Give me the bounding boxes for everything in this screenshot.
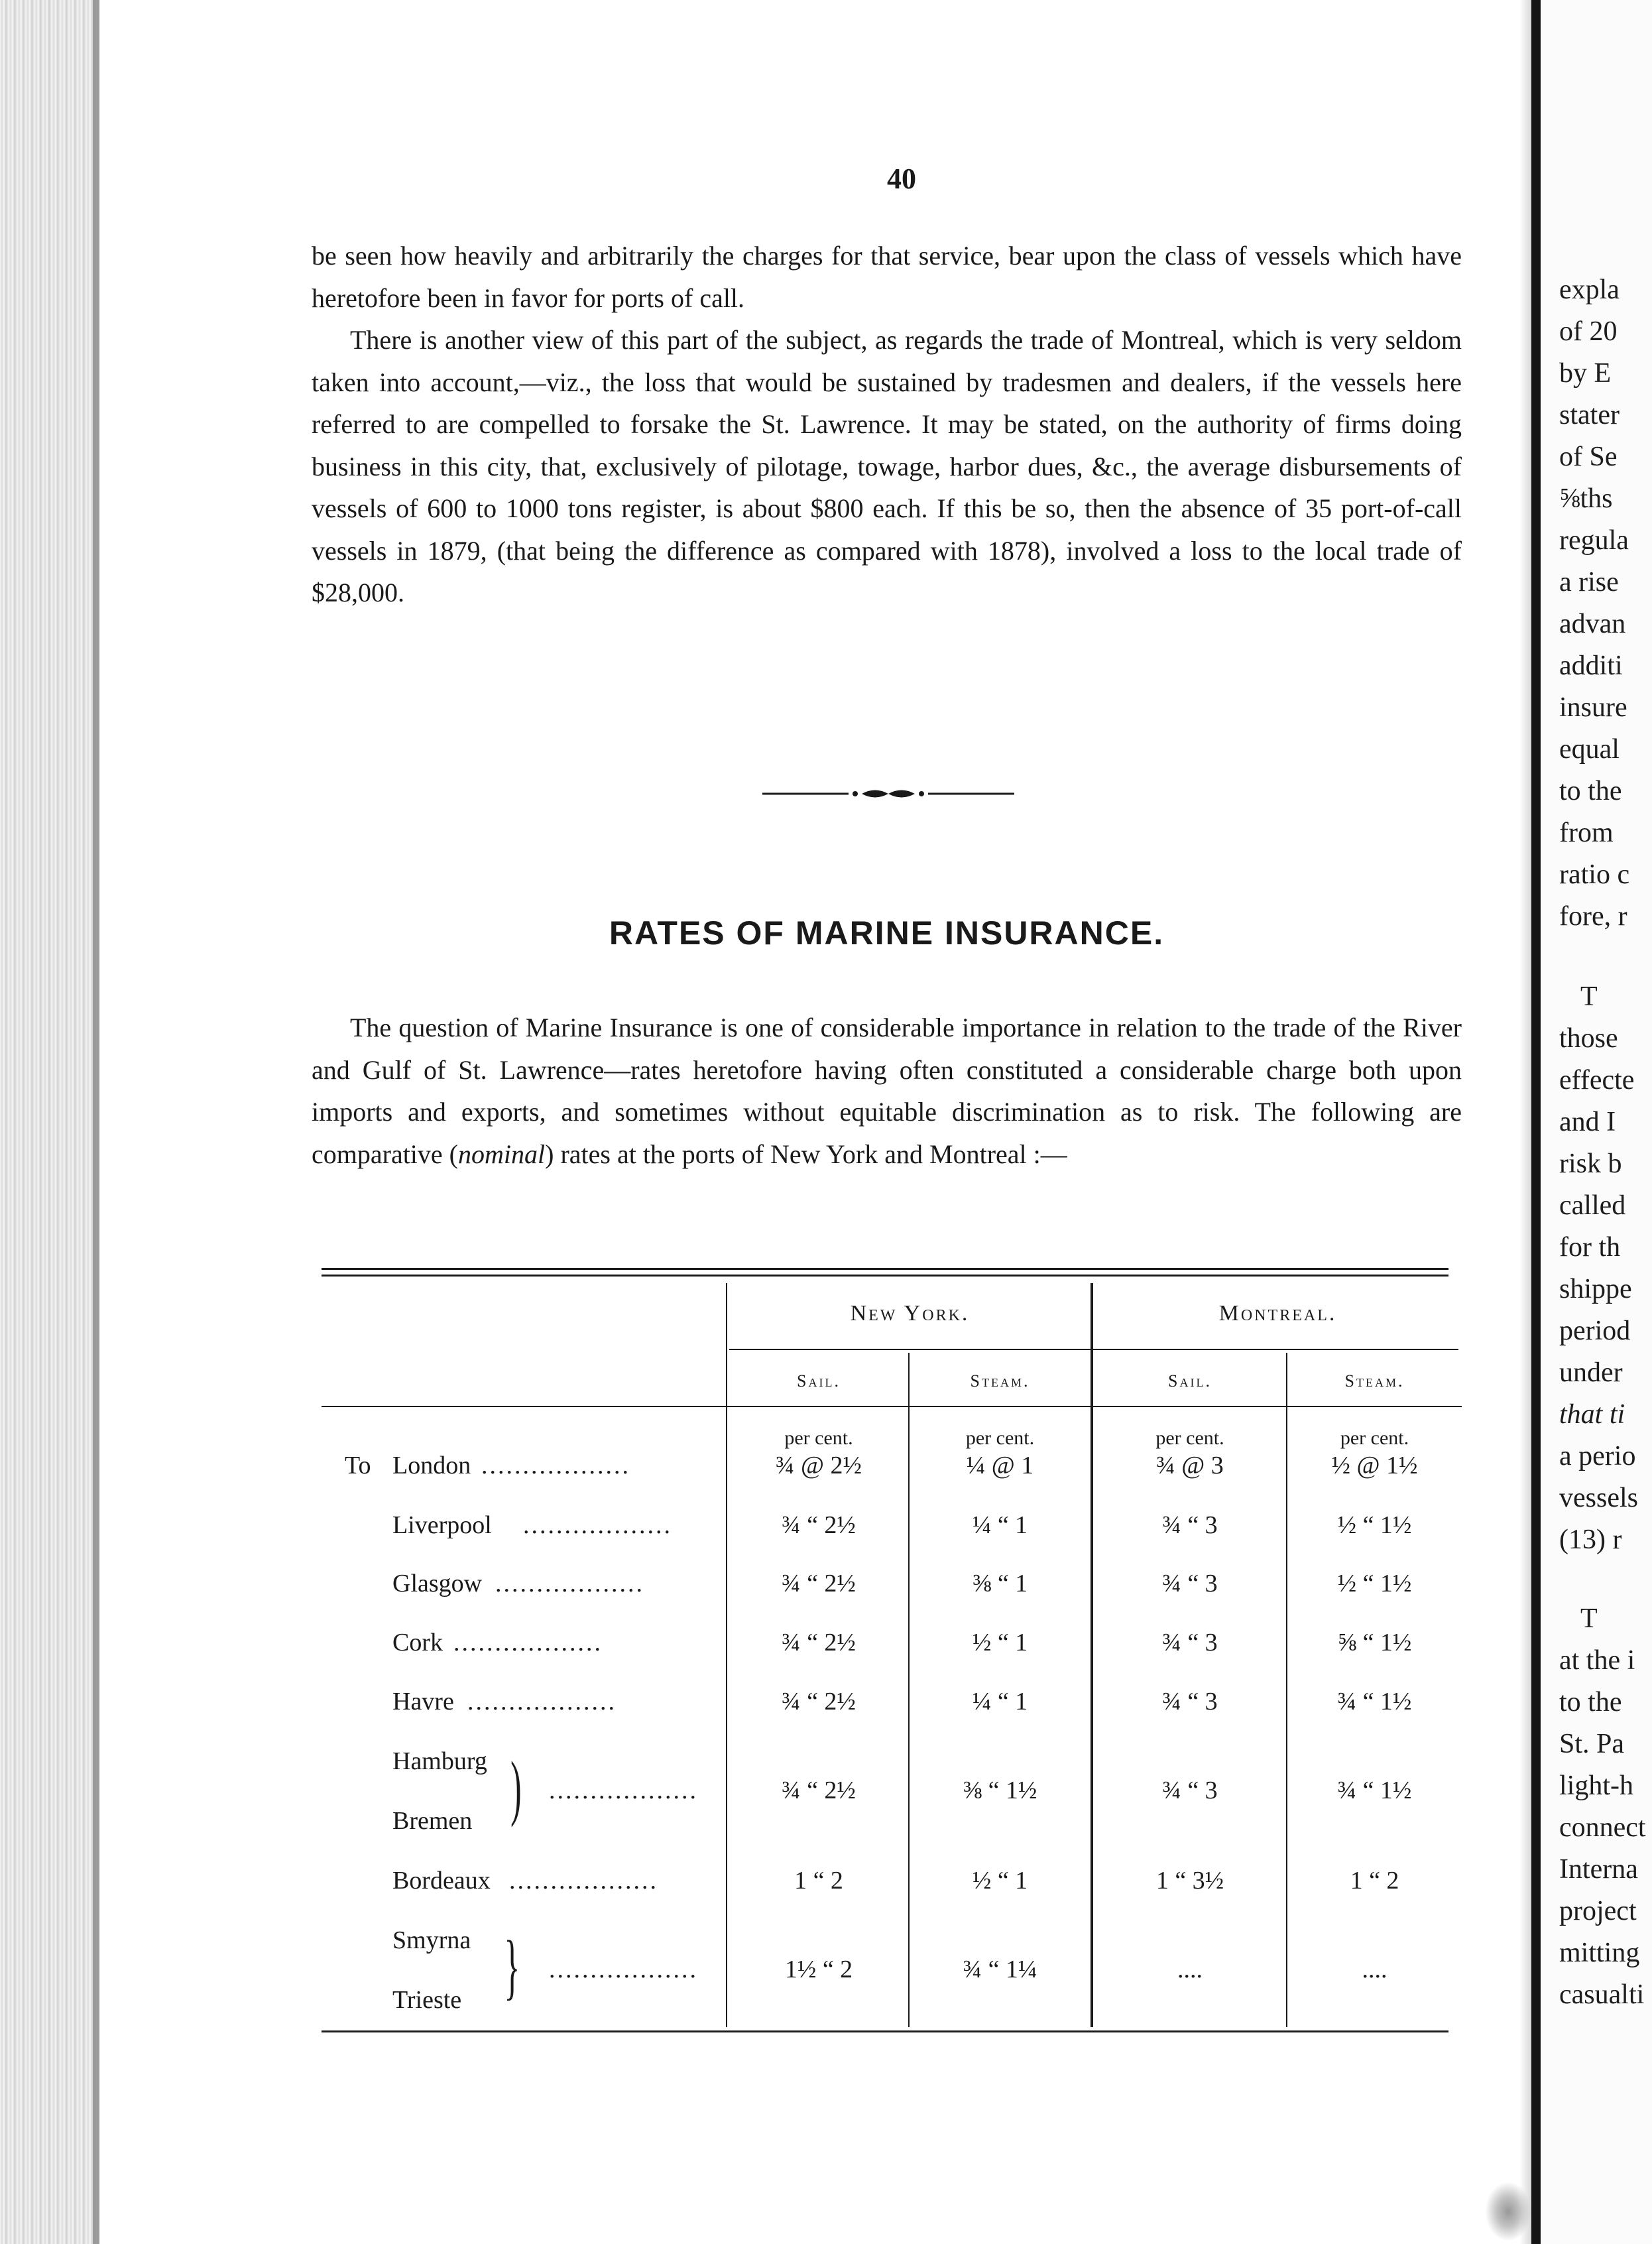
adjacent-page-fragment: stater (1559, 400, 1620, 430)
adjacent-page-fragment: those (1559, 1023, 1618, 1054)
rate-cell: ¾ @ 3 (1156, 1452, 1224, 1479)
adjacent-page-fragment: equal (1559, 734, 1620, 765)
rate-cell: ¾ “ 1½ (1337, 1776, 1412, 1804)
port-name: Bremen (392, 1807, 473, 1835)
adjacent-page-fragment: project (1559, 1896, 1637, 1926)
group-head-new-york: New York. (850, 1301, 970, 1326)
unit-mtl-steam: per cent. (1340, 1427, 1409, 1449)
group-head-rule (729, 1349, 1458, 1350)
port-name: London (392, 1452, 471, 1479)
adjacent-page-fragment: St. Pa (1559, 1729, 1625, 1759)
rate-cell: ¾ “ 2½ (782, 1629, 856, 1656)
unit-mtl-sail: per cent. (1155, 1427, 1224, 1449)
insurance-text-b: ) rates at the ports of New York and Montreal :— (545, 1139, 1067, 1169)
adjacent-page-fragment: Interna (1559, 1854, 1638, 1885)
unit-ny-sail: per cent. (784, 1427, 853, 1449)
rate-cell: 1½ “ 2 (784, 1956, 853, 1983)
adjacent-page-fragment: to the (1559, 1687, 1622, 1717)
port-name: Liverpool (392, 1511, 492, 1539)
port-name: Havre (392, 1688, 454, 1715)
rate-cell: ¾ “ 3 (1162, 1511, 1218, 1539)
rate-cell: ½ “ 1½ (1337, 1511, 1412, 1539)
scan-smudge (1485, 2182, 1531, 2241)
sub-head-ny-sail: Sail. (797, 1371, 841, 1391)
dot-leaders: .................. (549, 1776, 698, 1804)
insurance-paragraph (312, 1007, 1462, 1175)
rate-cell: ¾ @ 2½ (776, 1452, 862, 1479)
adjacent-page-fragment: expla (1559, 275, 1620, 305)
sub-head-ny-steam: Steam. (970, 1371, 1030, 1391)
rate-cell: ⅜ “ 1½ (963, 1776, 1037, 1804)
adjacent-page (1541, 0, 1652, 2244)
nominal-emphasis: nominal (458, 1139, 546, 1169)
adjacent-page-fragment: a perio (1559, 1441, 1636, 1471)
rate-cell: ¾ “ 2½ (782, 1688, 856, 1715)
adjacent-page-fragment: light-h (1559, 1771, 1633, 1801)
port-name: Hamburg (392, 1747, 487, 1775)
port-name: Cork (392, 1629, 443, 1656)
dot-leaders: .................. (509, 1867, 658, 1895)
rate-cell: ¾ “ 2½ (782, 1511, 856, 1539)
rate-cell: 1 “ 2 (794, 1867, 843, 1895)
gutter-edge (93, 0, 99, 2244)
rate-cell: ¾ “ 2½ (782, 1776, 856, 1804)
adjacent-page-fragment: of 20 (1559, 316, 1618, 347)
rate-cell: ¾ “ 1½ (1337, 1688, 1412, 1715)
paragraph-continuation: be seen how heavily and arbitrarily the charges for that service, bear upon the class of vessels which have heretofore been in favor for ports of call. (312, 241, 1462, 313)
adjacent-page-fragment: from (1559, 818, 1614, 848)
rate-cell: 1 “ 3½ (1155, 1867, 1224, 1895)
adjacent-page-fragment: to the (1559, 776, 1622, 806)
rate-cell: ¾ “ 2½ (782, 1570, 856, 1597)
rate-cell: ¾ “ 1¼ (963, 1956, 1037, 1983)
adjacent-page-fragment: mitting (1559, 1938, 1640, 1968)
dot-leaders: .................. (523, 1511, 672, 1539)
adjacent-page-fragment: effecte (1559, 1065, 1635, 1095)
page-number: 40 (887, 162, 916, 195)
col-divider-main (726, 1283, 727, 2027)
sub-head-mtl-steam: Steam. (1344, 1371, 1405, 1391)
insurance-intro (312, 1007, 1462, 1175)
dot-leaders: .................. (495, 1570, 644, 1597)
adjacent-page-fragment: (13) r (1559, 1525, 1622, 1555)
adjacent-page-fragment: a rise (1559, 567, 1619, 597)
rate-cell: ¾ “ 3 (1162, 1570, 1218, 1597)
insurance-text-a: The question of Marine Insurance is one of considerable importance in relation to the trade of the River and Gulf of St. Lawrence—rates heretofore having often constituted a considerable charge both upon imports and exports, and sometimes without equitable discrimination as to risk. The following are comparative ( (312, 1013, 1462, 1169)
adjacent-page-fragment: period (1559, 1316, 1631, 1346)
adjacent-page-fragment: T (1580, 1603, 1598, 1634)
dot-leaders: .................. (453, 1629, 603, 1656)
rate-cell: ½ “ 1 (972, 1867, 1028, 1895)
rate-cell: .... (1362, 1956, 1387, 1983)
rate-cell: .... (1177, 1956, 1203, 1983)
adjacent-page-fragment: for th (1559, 1232, 1621, 1263)
rate-cell: ⅝ “ 1½ (1337, 1629, 1412, 1656)
adjacent-page-fragment: insure (1559, 692, 1627, 723)
brace-icon: } (504, 1926, 520, 2007)
brace-icon: ) (510, 1747, 522, 1828)
table-bottom-rule (322, 2030, 1448, 2032)
col-divider-group (1091, 1283, 1093, 2027)
adjacent-page-fragment: T (1580, 981, 1598, 1012)
rate-cell: ½ @ 1½ (1331, 1452, 1418, 1479)
page-fold-shadow (1519, 0, 1531, 2244)
adjacent-page-fragment: ratio c (1559, 859, 1630, 890)
adjacent-page-fragment: connect (1559, 1812, 1646, 1843)
adjacent-page-fragment: casualti (1559, 1979, 1645, 2010)
sub-head-rule (322, 1406, 1462, 1407)
adjacent-page-fragment: of Se (1559, 442, 1618, 472)
rate-cell: ¼ “ 1 (972, 1688, 1028, 1715)
rate-cell: ½ “ 1 (972, 1629, 1028, 1656)
section-title: RATES OF MARINE INSURANCE. (609, 914, 1165, 952)
port-name: Bordeaux (392, 1867, 491, 1895)
adjacent-page-fragment: fore, r (1559, 901, 1627, 932)
dot-leaders: .................. (549, 1956, 698, 1983)
adjacent-page-fragment: additi (1559, 651, 1623, 681)
adjacent-page-fragment: vessels (1559, 1483, 1638, 1513)
adjacent-page-fragment: ⅝ths (1559, 483, 1613, 514)
dot-leaders: .................. (467, 1688, 617, 1715)
rate-cell: ¼ @ 1 (966, 1452, 1034, 1479)
dot-leaders: .................. (481, 1452, 630, 1479)
adjacent-page-fragment: by E (1559, 358, 1612, 389)
rate-cell: ¼ “ 1 (972, 1511, 1028, 1539)
rate-cell: ½ “ 1½ (1337, 1570, 1412, 1597)
table-top-rule-1 (322, 1268, 1448, 1270)
adjacent-page-fragment: risk b (1559, 1149, 1622, 1179)
adjacent-page-fragment: shippe (1559, 1274, 1632, 1304)
opening-text (312, 235, 1462, 614)
port-name: Smyrna (392, 1926, 471, 1954)
adjacent-page-fragment: under (1559, 1357, 1623, 1388)
group-head-montreal: Montreal. (1218, 1301, 1337, 1326)
binding-gutter (0, 0, 99, 2244)
rate-cell: ¾ “ 3 (1162, 1629, 1218, 1656)
port-name: Glasgow (392, 1570, 483, 1597)
adjacent-page-fragment: advan (1559, 609, 1626, 639)
adjacent-page-fragment: at the i (1559, 1645, 1635, 1676)
sub-head-mtl-sail: Sail. (1168, 1371, 1212, 1391)
port-name: Trieste (392, 1986, 462, 2014)
ornamental-divider (762, 784, 1014, 804)
rate-cell: ¾ “ 3 (1162, 1688, 1218, 1715)
unit-ny-steam: per cent. (965, 1427, 1035, 1449)
adjacent-page-fragment: and I (1559, 1107, 1616, 1137)
adjacent-page-fragment: regula (1559, 525, 1629, 556)
rate-cell: ¾ “ 3 (1162, 1776, 1218, 1804)
rate-cell: ⅜ “ 1 (972, 1570, 1028, 1597)
paragraph-montreal-trade: There is another view of this part of the subject, as regards the trade of Montreal, which is very seldom taken into account,—viz., the loss that would be sustained by tradesmen and dealers, if the vessels here referred to are compelled to forsake the St. Lawrence. It may be stated, on the authority of firms doing business in this city, that, exclusively of pilotage, towage, harbor dues, &c., the average disbursements of vessels of 600 to 1000 tons register, is about $800 each. If this be so, then the absence of 35 port-of-call vessels in 1879, (that being the difference as compared with 1878), involved a loss to the local trade of $28,000. (312, 325, 1462, 607)
page-divider (1531, 0, 1541, 2244)
rate-cell: 1 “ 2 (1350, 1867, 1399, 1895)
adjacent-page-fragment: that ti (1559, 1399, 1625, 1430)
adjacent-page-fragment: called (1559, 1190, 1626, 1221)
to-label: To (345, 1452, 371, 1479)
table-top-rule-2 (322, 1275, 1448, 1277)
